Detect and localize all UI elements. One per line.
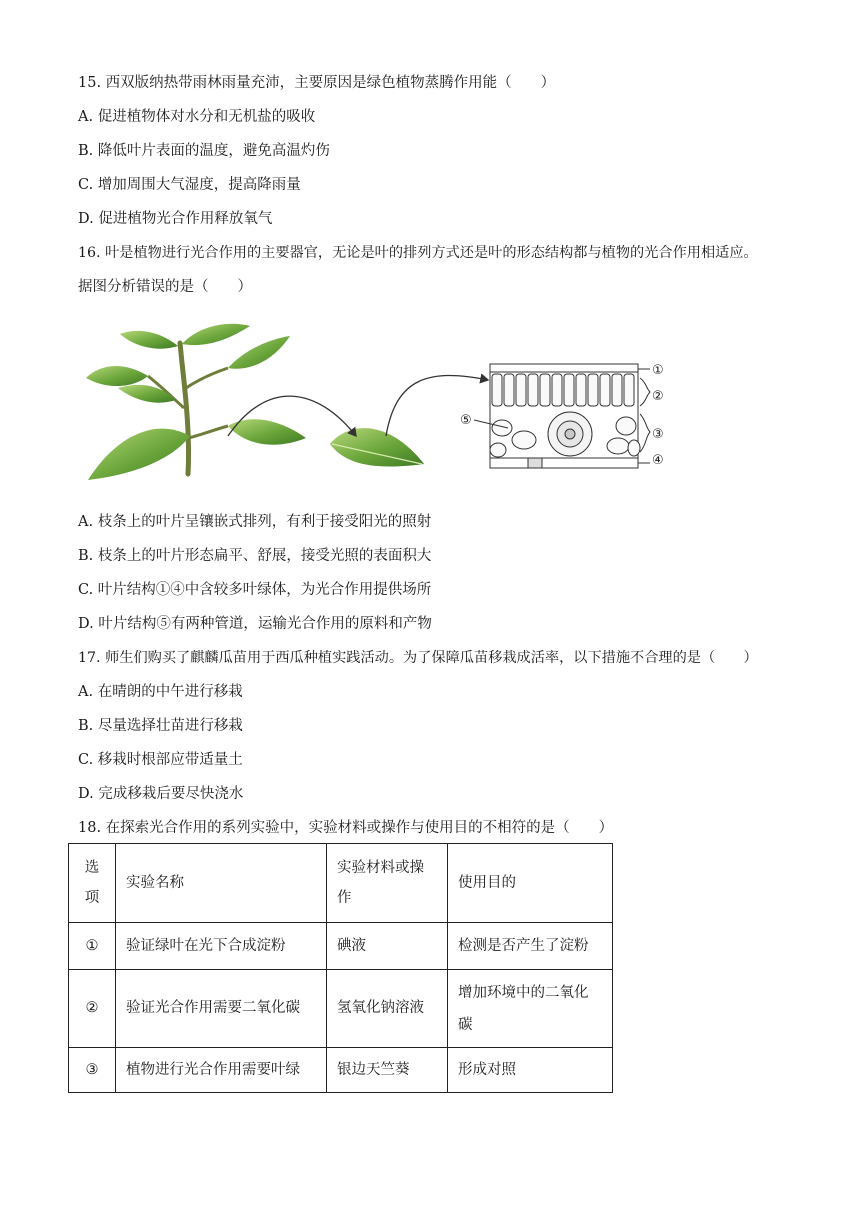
table-row <box>69 970 613 1048</box>
q17-option-c: C. 移栽时根部应带适量土 <box>78 752 243 768</box>
q16-stem-line2: 据图分析错误的是（ ） <box>78 279 252 295</box>
row3-material: 银边天竺葵 <box>327 1048 448 1093</box>
leaf-figure <box>78 318 678 490</box>
q15-option-b: B. 降低叶片表面的温度，避免高温灼伤 <box>78 143 330 159</box>
row3-name: 植物进行光合作用需要叶绿 <box>116 1048 327 1093</box>
q15-stem: 15. 西双版纳热带雨林雨量充沛，主要原因是绿色植物蒸腾作用能（ ） <box>78 75 556 91</box>
table-header-row <box>69 844 613 923</box>
q16-option-d: D. 叶片结构⑤有两种管道，运输光合作用的原料和产物 <box>78 616 432 632</box>
q15-option-a: A. 促进植物体对水分和无机盐的吸收 <box>78 109 316 125</box>
label-2: ② <box>652 389 664 404</box>
header-experiment-name: 实验名称 <box>116 844 327 923</box>
row3-option: ③ <box>69 1048 116 1093</box>
q17-option-d: D. 完成移栽后要尽快浇水 <box>78 786 244 802</box>
label-5: ⑤ <box>460 413 472 428</box>
leaf-cross-section <box>490 364 640 468</box>
row3-purpose: 形成对照 <box>448 1048 613 1093</box>
row1-purpose: 检测是否产生了淀粉 <box>448 923 613 970</box>
row2-name: 验证光合作用需要二氧化碳 <box>116 970 327 1048</box>
row2-material: 氢氧化钠溶液 <box>327 970 448 1048</box>
q17-stem: 17. 师生们购买了麒麟瓜苗用于西瓜种植实践活动。为了保障瓜苗移栽成活率，以下措施不合理的是（ ） <box>78 650 758 666</box>
row1-name: 验证绿叶在光下合成淀粉 <box>116 923 327 970</box>
row2-purpose: 增加环境中的二氧化碳 <box>448 970 613 1048</box>
row1-material: 碘液 <box>327 923 448 970</box>
q17-option-b: B. 尽量选择壮苗进行移栽 <box>78 718 243 734</box>
header-purpose: 使用目的 <box>448 844 613 923</box>
row2-option: ② <box>69 970 116 1048</box>
q17-option-a: A. 在晴朗的中午进行移栽 <box>78 684 243 700</box>
branch-illustration <box>86 324 424 480</box>
table-row <box>69 923 613 970</box>
label-1: ① <box>652 363 664 378</box>
table-row <box>69 1048 613 1093</box>
q16-option-a: A. 枝条上的叶片呈镶嵌式排列，有利于接受阳光的照射 <box>78 514 432 530</box>
q18-table <box>68 843 613 1093</box>
row1-option: ① <box>69 923 116 970</box>
q16-option-c: C. 叶片结构①④中含较多叶绿体，为光合作用提供场所 <box>78 582 432 598</box>
arrow-leaf-to-section <box>386 376 488 436</box>
label-3: ③ <box>652 427 664 442</box>
header-material: 实验材料或操作 <box>327 844 448 923</box>
label-4: ④ <box>652 453 664 468</box>
q16-option-b: B. 枝条上的叶片形态扁平、舒展，接受光照的表面积大 <box>78 548 432 564</box>
q15-option-d: D. 促进植物光合作用释放氧气 <box>78 211 273 227</box>
header-option: 选项 <box>69 844 116 923</box>
q15-option-c: C. 增加周围大气湿度，提高降雨量 <box>78 177 301 193</box>
q18-stem: 18. 在探索光合作用的系列实验中，实验材料或操作与使用目的不相符的是（ ） <box>78 820 614 836</box>
q16-stem-line1: 16. 叶是植物进行光合作用的主要器官，无论是叶的排列方式还是叶的形态结构都与植物的光合作用相适应。 <box>78 245 758 261</box>
